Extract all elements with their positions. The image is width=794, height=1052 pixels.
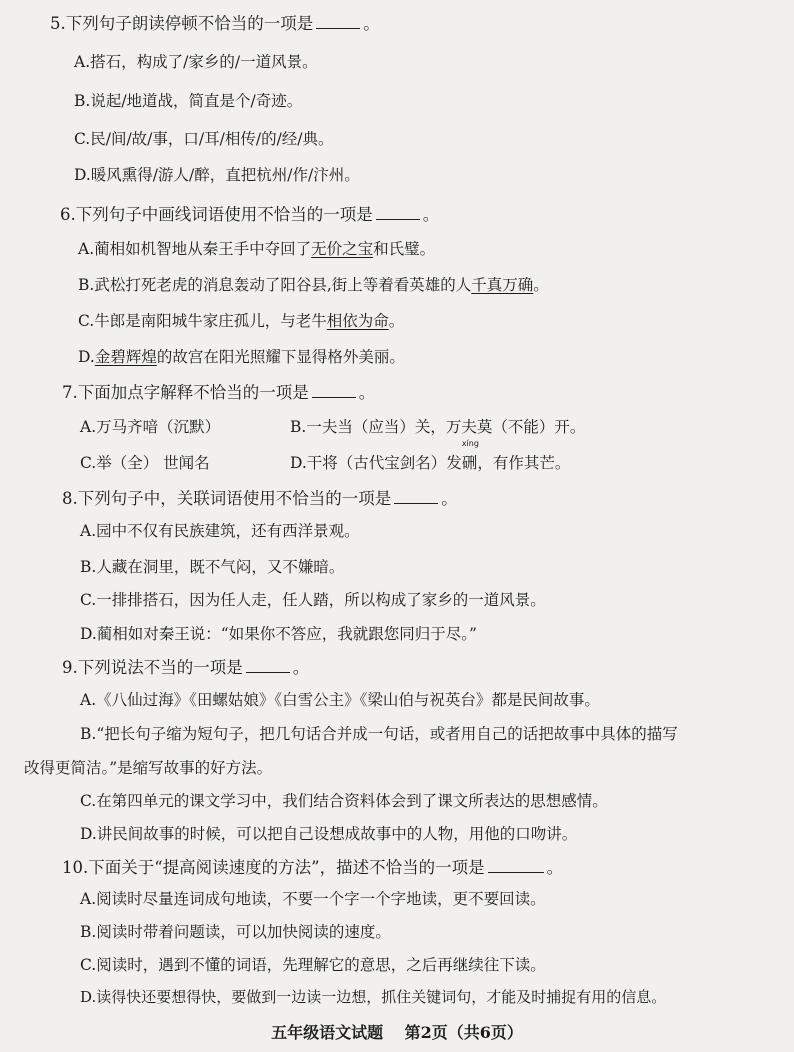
underlined-phrase: 相依为命 xyxy=(326,312,389,330)
question-7-option-d: D.干将（古代宝剑名）发 xíng 硎，有作其芒。 xyxy=(290,439,571,472)
question-5-option-d: D.暖风熏得/游人/醉，直把杭州/作/汴州。 xyxy=(74,166,360,184)
question-8-option-c: C.一排排搭石，因为任人走，任人踏，所以构成了家乡的一道风景。 xyxy=(80,591,546,609)
underlined-phrase: 千真万确 xyxy=(471,276,534,294)
question-8-option-b: B.人藏在洞里，既不气闷，又不嫌暗。 xyxy=(80,558,345,576)
question-7-option-c: C.举（全） 世闻名 xyxy=(80,454,210,472)
question-10-option-d: D.读得快还要想得快，要做到一边读一边想，抓住关键词句，才能及时捕捉有用的信息。 xyxy=(80,988,667,1006)
answer-blank[interactable] xyxy=(394,489,438,504)
question-7-stem: 7.下面加点字解释不恰当的一项是 。 xyxy=(62,383,376,402)
underlined-phrase: 无价之宝 xyxy=(311,240,374,258)
footer-subject: 五年级语文试题 xyxy=(271,1023,384,1042)
question-7-option-b: B.一夫当（应当）关，万夫莫（不能）开。 xyxy=(290,418,586,436)
question-6-stem: 6.下列句子中画线词语使用不恰当的一项是 。 xyxy=(60,205,440,224)
question-10-stem: 10.下面关于“提高阅读速度的方法”，描述不恰当的一项是 。 xyxy=(62,858,564,877)
question-9-stem: 9.下列说法不当的一项是 。 xyxy=(62,658,310,677)
footer-page-number: 第2页（共6页） xyxy=(404,1023,523,1042)
question-9-option-b-continued: 改得更简洁。”是缩写故事的好方法。 xyxy=(24,759,273,777)
annotated-character: xíng 硎 xyxy=(461,439,479,472)
pinyin-annotation: xíng xyxy=(461,439,479,448)
question-9-option-d: D.讲民间故事的时候，可以把自己设想成故事中的人物，用他的口吻讲。 xyxy=(80,825,578,843)
question-9-option-b: B.“把长句子缩为短句子，把几句话合并成一句话，或者用自己的话把故事中具体的描写 xyxy=(80,725,678,743)
question-8-option-d: D.蔺相如对秦王说：“如果你不答应，我就跟您同归于尽。” xyxy=(80,625,477,643)
question-10-option-b: B.阅读时带着问题读，可以加快阅读的速度。 xyxy=(80,923,391,941)
question-5-stem: 5.下列句子朗读停顿不恰当的一项是 。 xyxy=(50,14,380,33)
question-6-option-a: A.蔺相如机智地从秦王手中夺回了无价之宝和氏璧。 xyxy=(78,240,436,258)
question-8-option-a: A.园中不仅有民族建筑，还有西洋景观。 xyxy=(80,522,360,540)
question-10-option-c: C.阅读时，遇到不懂的词语，先理解它的意思，之后再继续往下读。 xyxy=(80,956,546,974)
question-9-option-a: A.《八仙过海》《田螺姑娘》《白雪公主》《梁山伯与祝英台》都是民间故事。 xyxy=(80,691,600,709)
question-5-option-a: A.搭石，构成了/家乡的/一道风景。 xyxy=(74,53,318,71)
question-5-option-c: C.民/间/故/事，口/耳/相传/的/经/典。 xyxy=(74,130,334,148)
question-5-option-b: B.说起/地道战，简直是个/奇迹。 xyxy=(74,92,303,110)
question-6-option-d: D.金碧辉煌的故宫在阳光照耀下显得格外美丽。 xyxy=(78,348,405,366)
underlined-phrase: 金碧辉煌 xyxy=(94,348,157,366)
question-8-stem: 8.下列句子中，关联词语使用不恰当的一项是 。 xyxy=(62,489,458,508)
answer-blank[interactable] xyxy=(246,658,290,673)
question-7-option-a: A.万马齐喑（沉默） xyxy=(80,418,221,436)
page-footer xyxy=(0,1020,794,1043)
question-6-option-b: B.武松打死老虎的消息轰动了阳谷县,街上等着看英雄的人千真万确。 xyxy=(78,276,549,294)
question-9-option-c: C.在第四单元的课文学习中，我们结合资料体会到了课文所表达的思想感情。 xyxy=(80,792,608,810)
question-6-option-c: C.牛郎是南阳城牛家庄孤儿，与老牛相依为命。 xyxy=(78,312,405,330)
answer-blank[interactable] xyxy=(376,205,420,220)
answer-blank[interactable] xyxy=(488,858,544,873)
question-10-option-a: A.阅读时尽量连词成句地读，不要一个字一个字地读，更不要回读。 xyxy=(80,890,546,908)
answer-blank[interactable] xyxy=(312,383,356,398)
answer-blank[interactable] xyxy=(316,14,360,29)
